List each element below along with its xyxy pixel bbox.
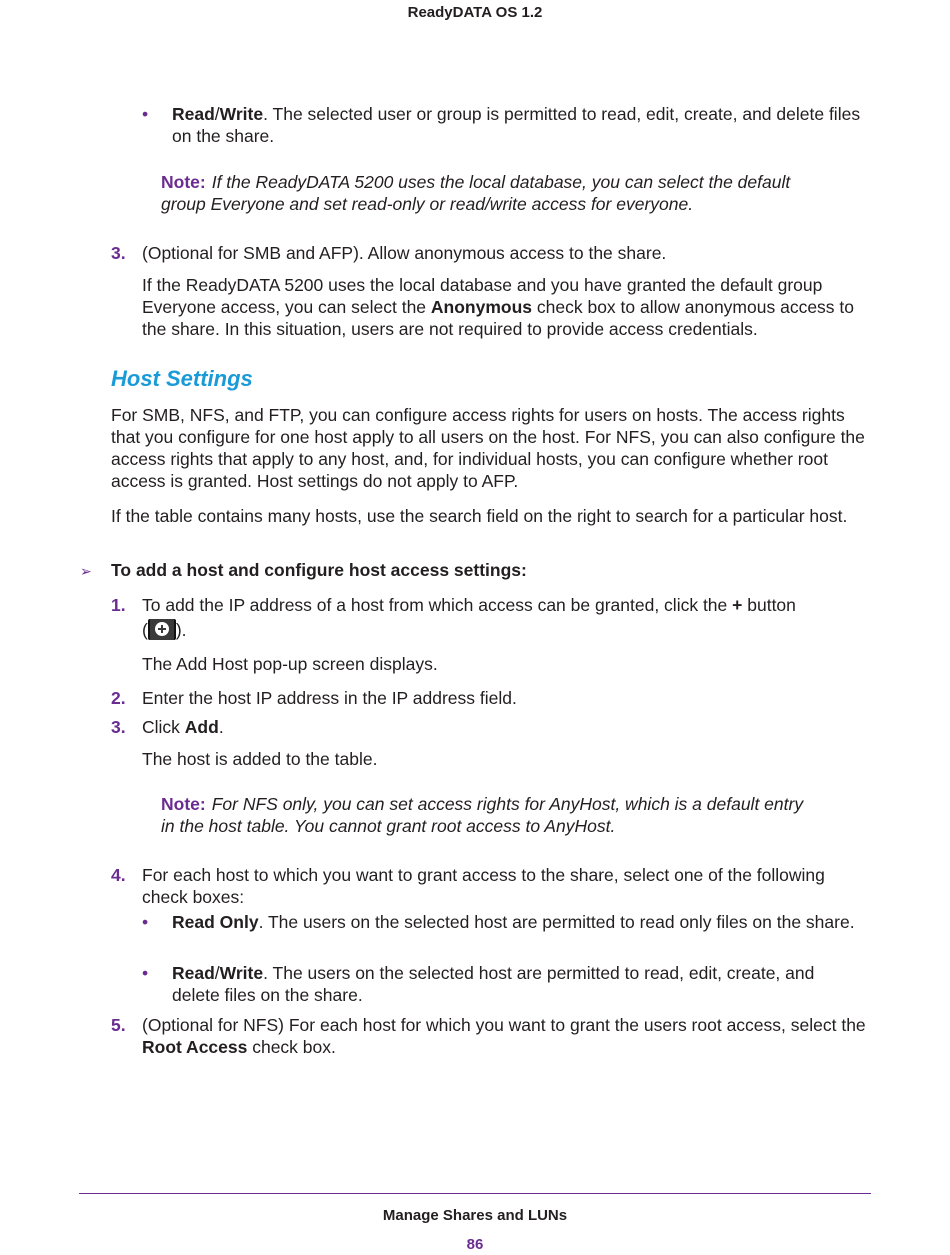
anonymous-paragraph [142,274,872,340]
step-result: The Add Host pop-up screen displays. [142,654,438,674]
procedure-arrow-icon: ➢ [80,563,92,579]
step-number: 1. [111,595,126,615]
host-settings-paragraph: For SMB, NFS, and FTP, you can configure access rights for users on hosts. The access rights that you configure for one host apply to all users on the host. For NFS, you can also configure the access rights that apply to any host, and, for individual hosts, you can configure whether root access is granted. Host settings do not apply to AFP. [111,405,865,491]
term-add: Add [184,717,219,737]
term-slash: / [214,104,220,124]
term-anonymous: Anonymous [430,297,533,317]
footer-divider [79,1193,871,1194]
step-number: 3. [111,243,126,263]
bullet-read-only [172,911,862,933]
paragraph-text: If the ReadyDATA 5200 uses the local database and you have granted the default group Everyone access, you can select the [142,275,823,317]
paren-open: ( [142,620,148,640]
note-label: Note: [161,794,206,814]
bullet-read-write-user [172,103,872,147]
paren-close: ). [175,620,187,640]
footer-chapter-title: Manage Shares and LUNs [382,1207,568,1224]
step-select-checkbox: For each host to which you want to grant access to the share, select one of the following check boxes: [142,865,825,907]
step-text: To add the IP address of a host from which access can be granted, click the [142,595,733,615]
bullet-text: . The users on the selected host are permitted to read, edit, create, and delete files on the share. [172,963,815,1005]
step-text: Click [142,717,185,737]
step-add-ip [142,594,872,616]
procedure-title: To add a host and configure host access settings: [111,560,527,580]
bullet-read-write-host [172,962,862,1006]
note-text: For NFS only, you can set access rights for AnyHost, which is a default entry in the host table. You cannot grant root access to AnyHost. [161,794,804,836]
step-number: 4. [111,865,126,885]
step-click-add [142,716,872,738]
step-text: . [218,717,224,737]
term-write: Write [219,963,264,983]
step-text: button [742,595,796,615]
step-enter-ip: Enter the host IP address in the IP address field. [142,688,517,708]
running-header: ReadyDATA OS 1.2 [407,4,543,21]
bullet-text: . The selected user or group is permitted to read, edit, create, and delete files on the share. [172,104,861,146]
term-root-access: Root Access [142,1037,248,1057]
bullet-text: . The users on the selected host are permitted to read only files on the share. [258,912,855,932]
note-text: If the ReadyDATA 5200 uses the local database, you can select the default group Everyone and set read-only or read/write access for everyone. [161,172,791,214]
section-heading: Host Settings [111,366,253,391]
term-read: Read [172,104,215,124]
page-number: 86 [466,1236,484,1253]
term-plus: + [732,595,743,615]
step-number: 3. [111,717,126,737]
search-paragraph: If the table contains many hosts, use the search field on the right to search for a particular host. [111,506,848,526]
bullet-marker: • [142,912,149,932]
term-read-only: Read Only [172,912,259,932]
paragraph-text: check box to allow anonymous access to the share. In this situation, users are not required to provide access credentials. [142,297,855,339]
bullet-marker: • [142,104,149,124]
plus-circle-icon [148,619,176,640]
step-anonymous-text: (Optional for SMB and AFP). Allow anonymous access to the share. [142,243,667,263]
step-result: The host is added to the table. [142,749,378,769]
term-read: Read [172,963,215,983]
bullet-marker: • [142,963,149,983]
note-anyhost [161,793,811,837]
term-write: Write [219,104,264,124]
step-number: 2. [111,688,126,708]
note-local-database [161,171,801,215]
step-text: check box. [247,1037,336,1057]
plus-button-reference [142,619,187,641]
term-slash: / [214,963,220,983]
note-label: Note: [161,172,206,192]
step-number: 5. [111,1015,126,1035]
step-text: (Optional for NFS) For each host for which you want to grant the users root access, select the [142,1015,866,1035]
step-root-access [142,1014,872,1058]
